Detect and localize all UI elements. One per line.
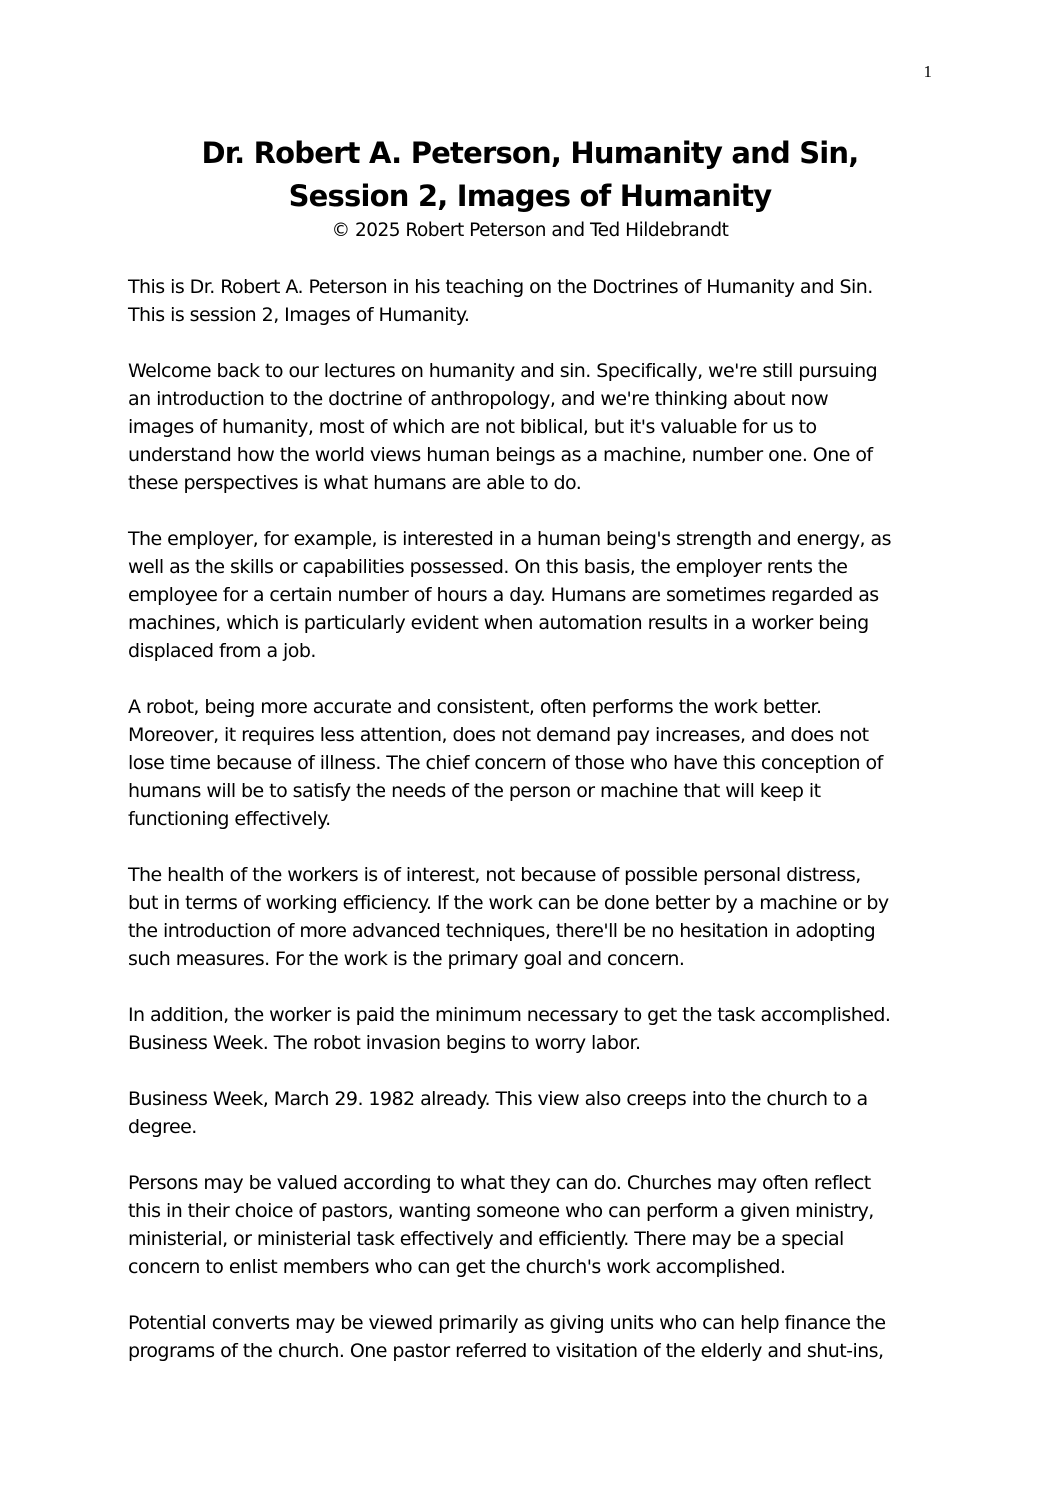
text-line: this in their choice of pastors, wanting someone who can perform a given ministry, xyxy=(128,1200,874,1222)
text-line: well as the skills or capabilities possessed. On this basis, the employer rents the xyxy=(128,556,848,578)
paragraph-converts xyxy=(128,1309,934,1365)
text-line: Welcome back to our lectures on humanity and sin. Specifically, we're still pursuing xyxy=(128,360,878,382)
paragraph-robot xyxy=(128,693,934,833)
text-line: Business Week. The robot invasion begins to worry labor. xyxy=(128,1032,641,1054)
text-line: degree. xyxy=(128,1116,197,1138)
text-line: humans will be to satisfy the needs of the person or machine that will keep it xyxy=(128,780,821,802)
paragraph-welcome xyxy=(128,357,934,497)
text-line: an introduction to the doctrine of anthropology, and we're thinking about now xyxy=(128,388,829,410)
paragraph-intro xyxy=(128,273,934,329)
copyright-notice: © 2025 Robert Peterson and Ted Hildebrandt xyxy=(331,220,729,241)
text-line: ministerial, or ministerial task effectively and efficiently. There may be a special xyxy=(128,1228,844,1250)
text-line: The health of the workers is of interest, not because of possible personal distress, xyxy=(128,864,861,886)
text-line: This is session 2, Images of Humanity. xyxy=(128,304,470,326)
document-title-line-2: Session 2, Images of Humanity xyxy=(288,179,772,213)
text-line: This is Dr. Robert A. Peterson in his teaching on the Doctrines of Humanity and Sin. xyxy=(128,276,873,298)
text-line: Moreover, it requires less attention, does not demand pay increases, and does not xyxy=(128,724,869,746)
text-line: machines, which is particularly evident when automation results in a worker being xyxy=(128,612,869,634)
paragraph-business-week xyxy=(128,1085,934,1141)
document-header xyxy=(128,132,932,244)
text-line: understand how the world views human beings as a machine, number one. One of xyxy=(128,444,873,466)
document-title-line-1: Dr. Robert A. Peterson, Humanity and Sin, xyxy=(201,136,859,170)
text-line: Potential converts may be viewed primarily as giving units who can help finance the xyxy=(128,1312,886,1334)
text-line: images of humanity, most of which are not biblical, but it's valuable for us to xyxy=(128,416,817,438)
text-line: functioning effectively. xyxy=(128,808,331,830)
text-line: programs of the church. One pastor referred to visitation of the elderly and shut-ins, xyxy=(128,1340,884,1362)
text-line: lose time because of illness. The chief concern of those who have this conception of xyxy=(128,752,883,774)
text-line: these perspectives is what humans are able to do. xyxy=(128,472,582,494)
paragraph-churches xyxy=(128,1169,934,1281)
text-line: In addition, the worker is paid the minimum necessary to get the task accomplished. xyxy=(128,1004,891,1026)
text-line: employee for a certain number of hours a day. Humans are sometimes regarded as xyxy=(128,584,879,606)
text-line: displaced from a job. xyxy=(128,640,316,662)
page-number: 1 xyxy=(923,62,932,81)
text-line: A robot, being more accurate and consistent, often performs the work better. xyxy=(128,696,822,718)
text-line: The employer, for example, is interested in a human being's strength and energy, as xyxy=(128,528,891,550)
paragraph-employer xyxy=(128,525,934,665)
text-line: but in terms of working efficiency. If the work can be done better by a machine or by xyxy=(128,892,889,914)
text-line: Business Week, March 29. 1982 already. This view also creeps into the church to a xyxy=(128,1088,868,1110)
paragraph-wages xyxy=(128,1001,934,1057)
text-line: Persons may be valued according to what they can do. Churches may often reflect xyxy=(128,1172,871,1194)
document-body xyxy=(128,273,934,1393)
paragraph-health xyxy=(128,861,934,973)
text-line: the introduction of more advanced techniques, there'll be no hesitation in adopting xyxy=(128,920,876,942)
text-line: concern to enlist members who can get the church's work accomplished. xyxy=(128,1256,786,1278)
text-line: such measures. For the work is the primary goal and concern. xyxy=(128,948,685,970)
